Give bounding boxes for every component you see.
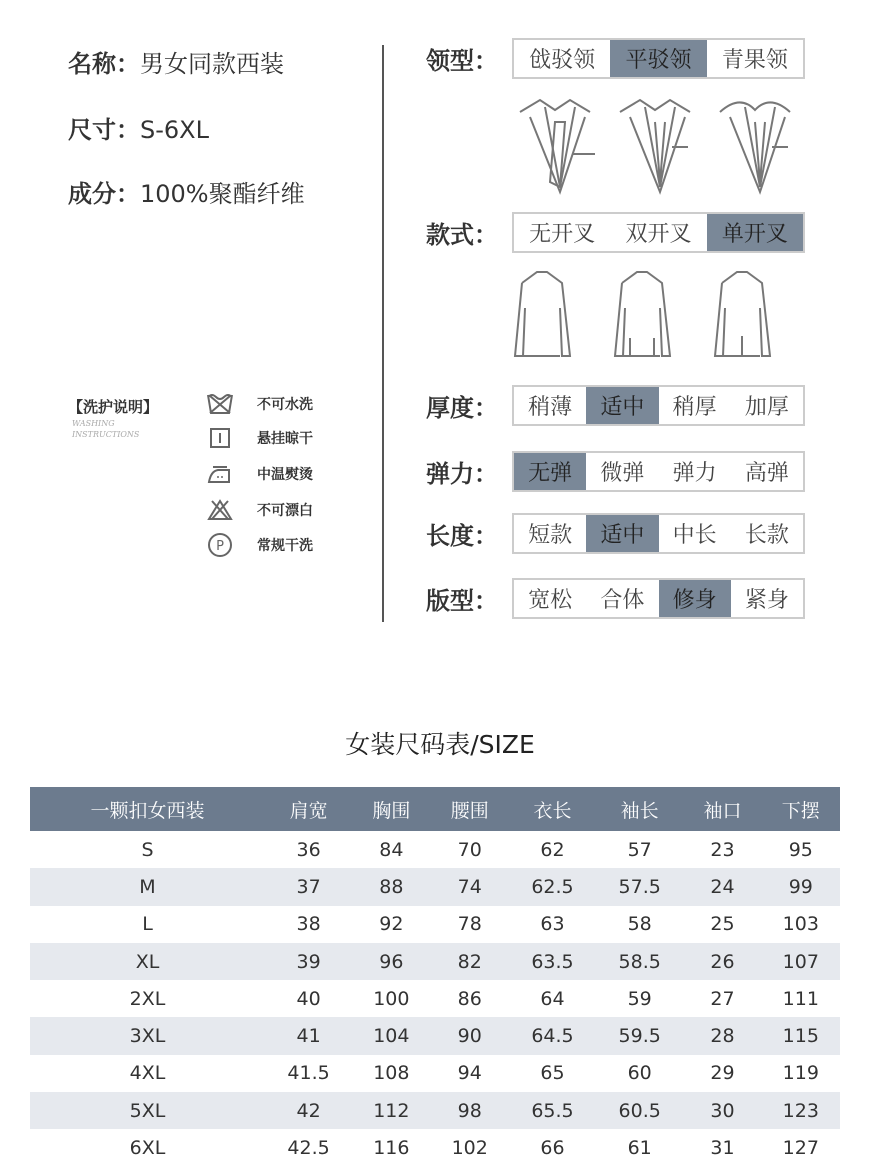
table-cell: 90 — [431, 1017, 509, 1054]
table-cell: 107 — [762, 943, 840, 980]
no-bleach-icon — [205, 497, 235, 523]
table-cell: 31 — [710, 1137, 735, 1160]
table-cell: 24 — [683, 868, 761, 905]
column-header: 胸围 — [352, 787, 430, 831]
table-cell: 62 — [540, 838, 565, 861]
table-cell: 42 — [265, 1092, 352, 1129]
table-row — [30, 831, 840, 868]
iron-medium-icon — [205, 461, 235, 487]
table-cell: 4XL — [129, 1062, 166, 1085]
table-cell: M — [30, 868, 265, 905]
fit-label: 版型： — [426, 587, 498, 615]
table-cell: 112 — [352, 1092, 430, 1129]
table-cell: 123 — [762, 1092, 840, 1129]
table-cell: 60 — [627, 1062, 652, 1085]
table-cell: 103 — [782, 913, 819, 936]
care-item: 中温熨烫 — [205, 461, 313, 487]
table-cell: 58 — [627, 913, 652, 936]
hang-dry-icon — [205, 425, 235, 451]
table-cell: 2XL — [129, 987, 166, 1010]
double-vent-icon — [615, 272, 670, 356]
elasticity-option: 无弹 — [514, 453, 586, 490]
table-cell: 115 — [762, 1017, 840, 1054]
no-wash-icon — [205, 391, 235, 417]
table-cell: 94 — [457, 1062, 482, 1085]
table-cell: 58.5 — [596, 943, 683, 980]
table-cell: 82 — [431, 943, 509, 980]
table-cell: XL — [30, 943, 265, 980]
table-cell: 5XL — [30, 1092, 265, 1129]
style-option: 双开叉 — [625, 222, 692, 247]
care-item: 悬挂晾干 — [205, 425, 313, 451]
elasticity-option: 弹力 — [672, 461, 717, 486]
table-cell: 65.5 — [509, 1092, 596, 1129]
table-cell: 100 — [373, 987, 410, 1010]
table-row — [30, 980, 840, 1017]
table-cell: 95 — [788, 838, 813, 861]
elasticity-option: 高弹 — [744, 461, 789, 486]
table-cell: 62.5 — [509, 868, 596, 905]
length-option: 长款 — [744, 523, 789, 548]
table-cell: 57 — [627, 838, 652, 861]
vent-illustrations — [512, 268, 802, 363]
care-title: 【洗护说明】 — [68, 398, 159, 416]
table-cell: 119 — [782, 1062, 819, 1085]
column-header: 袖长 — [596, 787, 683, 831]
table-cell: 104 — [352, 1017, 430, 1054]
table-cell: 38 — [296, 913, 321, 936]
table-cell: 65 — [540, 1062, 565, 1085]
table-cell: 111 — [782, 987, 819, 1010]
collar-type-option: 青果领 — [721, 48, 788, 73]
table-cell: 29 — [710, 1062, 735, 1085]
style-label: 款式： — [426, 221, 498, 249]
table-cell: 37 — [265, 868, 352, 905]
single-vent-icon — [715, 272, 770, 356]
thickness-option: 适中 — [586, 387, 658, 424]
table-row — [30, 1092, 840, 1129]
thickness-option: 加厚 — [744, 395, 789, 420]
table-cell: 23 — [710, 838, 735, 861]
length-option: 短款 — [528, 523, 573, 548]
table-cell: L — [142, 913, 153, 936]
table-cell: 88 — [352, 868, 430, 905]
length-label: 长度： — [426, 522, 498, 550]
table-cell: 64.5 — [509, 1017, 596, 1054]
no-vent-icon — [515, 272, 570, 356]
table-cell: 59 — [627, 987, 652, 1010]
collar-illustrations — [510, 92, 810, 197]
table-row — [30, 868, 840, 905]
table-cell: 41.5 — [287, 1062, 330, 1085]
thickness-option: 稍厚 — [672, 395, 717, 420]
table-cell: 59.5 — [596, 1017, 683, 1054]
column-header: 袖口 — [683, 787, 761, 831]
column-header: 一颗扣女西装 — [30, 787, 265, 831]
size-table-title: 女装尺码表/SIZE — [345, 730, 535, 759]
info-size: 尺寸：S-6XL — [68, 116, 209, 144]
table-cell: 42.5 — [287, 1137, 330, 1160]
notch-lapel-icon — [620, 100, 690, 192]
elasticity-options — [512, 451, 805, 492]
info-material: 成分：100%聚酯纤维 — [68, 180, 305, 208]
table-cell: 102 — [451, 1137, 488, 1160]
column-header: 下摆 — [762, 787, 840, 831]
table-cell: 61 — [627, 1137, 652, 1160]
length-option: 中长 — [672, 523, 717, 548]
table-row — [30, 943, 840, 980]
table-cell: 64 — [540, 987, 565, 1010]
style-option: 单开叉 — [707, 214, 803, 251]
table-cell: 36 — [296, 838, 321, 861]
table-row — [30, 1055, 840, 1092]
length-option: 适中 — [586, 515, 658, 552]
table-cell: 27 — [710, 987, 735, 1010]
care-item: P 常规干洗 — [205, 532, 313, 558]
table-cell: 40 — [296, 987, 321, 1010]
shawl-collar-icon — [720, 102, 790, 192]
table-cell: 108 — [373, 1062, 410, 1085]
column-header: 衣长 — [509, 787, 596, 831]
table-cell: 30 — [683, 1092, 761, 1129]
table-cell: 86 — [457, 987, 482, 1010]
fit-option: 宽松 — [528, 588, 573, 613]
elasticity-option: 微弹 — [600, 461, 645, 486]
table-cell: 41 — [265, 1017, 352, 1054]
collar-type-option: 平驳领 — [610, 40, 706, 77]
table-cell: 96 — [352, 943, 430, 980]
table-cell: 127 — [782, 1137, 819, 1160]
table-cell: 70 — [457, 838, 482, 861]
vertical-divider — [382, 45, 384, 622]
info-name: 名称：男女同款西装 — [68, 50, 284, 78]
style-option: 无开叉 — [529, 222, 596, 247]
table-cell: 6XL — [129, 1137, 166, 1160]
table-row — [30, 1129, 840, 1166]
table-cell: 25 — [710, 913, 735, 936]
table-cell: 116 — [373, 1137, 410, 1160]
table-cell: 92 — [379, 913, 404, 936]
collar-type-options — [512, 38, 805, 79]
table-cell: 98 — [431, 1092, 509, 1129]
thickness-options — [512, 385, 805, 426]
table-cell: 78 — [457, 913, 482, 936]
fit-options — [512, 578, 805, 619]
collar-type-label: 领型： — [426, 47, 498, 75]
table-cell: S — [141, 838, 154, 861]
thickness-option: 稍薄 — [528, 395, 573, 420]
fit-option: 合体 — [600, 588, 645, 613]
thickness-label: 厚度： — [426, 394, 498, 422]
column-header: 肩宽 — [265, 787, 352, 831]
column-header: 腰围 — [431, 787, 509, 831]
fit-option: 修身 — [659, 580, 731, 617]
table-cell: 63.5 — [509, 943, 596, 980]
table-row — [30, 1017, 840, 1054]
dry-clean-p-icon — [205, 532, 235, 558]
svg-text:P: P — [216, 539, 224, 554]
table-cell: 57.5 — [596, 868, 683, 905]
table-cell: 63 — [540, 913, 565, 936]
table-cell: 74 — [431, 868, 509, 905]
table-cell: 60.5 — [596, 1092, 683, 1129]
table-cell: 66 — [540, 1137, 565, 1160]
elasticity-label: 弹力： — [426, 460, 498, 488]
length-options — [512, 513, 805, 554]
care-item: 不可漂白 — [205, 497, 313, 523]
table-cell: 84 — [379, 838, 404, 861]
collar-type-option: 戗驳领 — [529, 48, 596, 73]
care-subtitle: WASHING INSTRUCTIONS — [72, 419, 140, 439]
care-item: 不可水洗 — [205, 391, 313, 417]
peak-lapel-icon — [520, 100, 595, 192]
table-row — [30, 906, 840, 943]
table-cell: 99 — [762, 868, 840, 905]
table-cell: 26 — [683, 943, 761, 980]
table-cell: 28 — [683, 1017, 761, 1054]
table-cell: 3XL — [30, 1017, 265, 1054]
style-options — [512, 212, 805, 253]
fit-option: 紧身 — [744, 588, 789, 613]
table-cell: 39 — [265, 943, 352, 980]
size-table — [30, 787, 840, 1167]
